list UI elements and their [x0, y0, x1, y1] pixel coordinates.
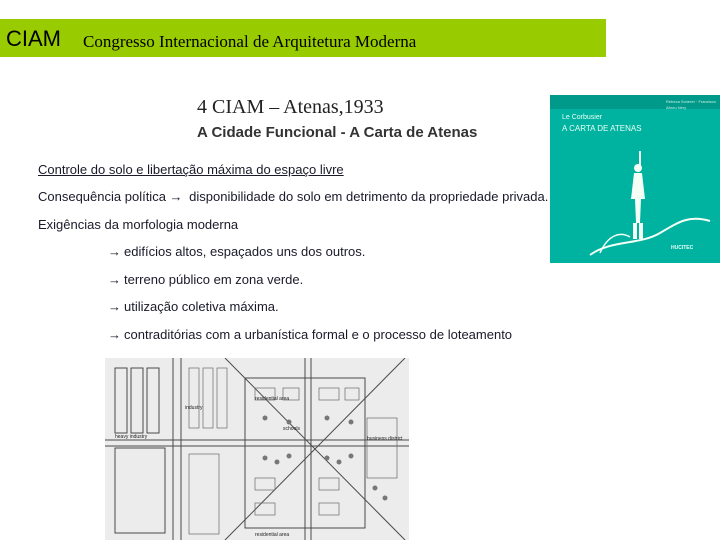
plan-label-residential-bottom: residential area [255, 532, 290, 538]
bullet-political-rest: disponibilidade do solo em detrimento da propriedade privada. [189, 189, 549, 204]
modulor-figure-icon [550, 95, 720, 263]
sub-bullet-tall-buildings [108, 244, 365, 260]
sub-bullet-green-zone [108, 272, 303, 288]
slide-title: 4 CIAM – Atenas,1933 [197, 96, 384, 118]
book-author: Le Corbusier [562, 114, 603, 121]
bullet-political-lead: Consequência política [38, 189, 166, 204]
plan-label-heavy-industry: heavy industry [115, 434, 148, 440]
sub-bullet-text: terreno público em zona verde. [124, 272, 304, 287]
bullet-political-consequence [38, 189, 548, 205]
sub-bullet-contradictions [108, 327, 512, 343]
bullet-land-control: Controle do solo e libertação máxima do espaço livre [38, 162, 344, 177]
header-title: Congresso Internacional de Arquitetura Moderna [83, 32, 417, 51]
arrow-right-icon: → [169, 189, 183, 204]
city-plan-drawing [105, 358, 409, 540]
plan-label-business-district: business district [367, 436, 403, 442]
book-title: A CARTA DE ATENAS [562, 124, 642, 133]
slide-subtitle: A Cidade Funcional - A Carta de Atenas [197, 124, 478, 141]
arrow-right-icon: → [108, 299, 121, 314]
book-cover-image [550, 95, 720, 263]
city-plan-image [105, 358, 409, 540]
sub-bullet-text: edifícios altos, espaçados uns dos outros. [124, 244, 366, 259]
sub-bullet-text: utilização coletiva máxima. [124, 299, 279, 314]
arrow-right-icon: → [108, 244, 121, 259]
arrow-right-icon: → [108, 272, 121, 287]
bullet-morphology: Exigências da morfologia moderna [38, 217, 239, 232]
header-code: CIAM [6, 26, 61, 51]
book-publisher: HUCITEC [671, 245, 694, 251]
sub-bullet-text: contraditórias com a urbanística formal e o processo de loteamento [124, 327, 513, 342]
book-credits: Rebeca Scherer · Francisco Abreu Nery [666, 99, 716, 110]
plan-label-residential-top: residential area [255, 396, 290, 402]
arrow-right-icon: → [108, 327, 121, 342]
plan-label-schools: schools [283, 426, 300, 432]
sub-bullet-collective-use [108, 299, 279, 315]
plan-label-industry: industry [185, 405, 203, 411]
